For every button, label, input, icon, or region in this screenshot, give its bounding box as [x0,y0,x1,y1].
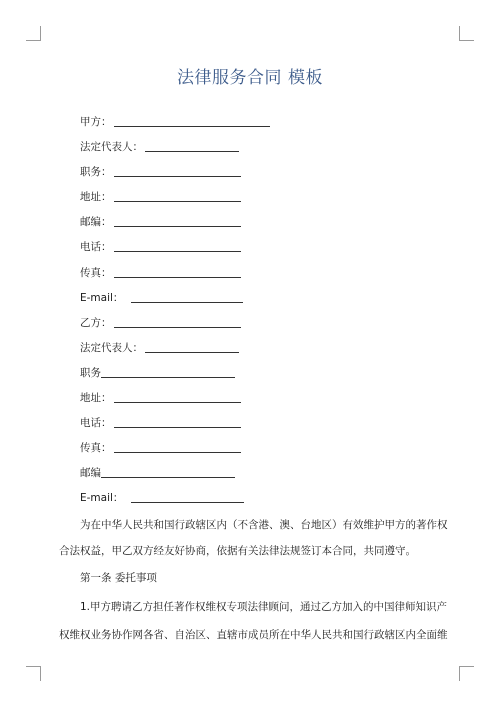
field-label: 电话： [80,241,112,254]
document-title: 法律服务合同 模板 [177,68,323,88]
field-party-b-email [80,488,420,513]
fill-in-line[interactable] [131,288,243,303]
field-label: 传真： [80,442,112,455]
field-label: 电话： [80,417,112,430]
page-corner-mark-bottom-right [459,666,474,681]
field-label: 职务： [80,166,112,179]
fill-in-line[interactable] [114,212,241,227]
fill-in-line[interactable] [114,162,241,177]
field-party-a-position [80,162,420,187]
field-party-b-position [80,363,420,388]
field-party-b-phone [80,413,420,438]
fill-in-line[interactable] [114,388,241,403]
party-fields [80,112,420,514]
field-party-a-email [80,288,420,313]
field-party-b-legal-rep [80,338,420,363]
field-party-a-postcode [80,212,420,237]
paragraph-preamble-line-1: 为在中华人民共和国行政辖区内（不含港、澳、台地区）有效维护甲方的著作权 [80,519,448,531]
field-label: E-mail： [80,291,124,304]
fill-in-line[interactable] [101,463,235,478]
field-label: 职务 [80,366,101,379]
field-label: 邮编： [80,216,112,229]
fill-in-line[interactable] [114,413,241,428]
field-party-b-postcode [80,463,420,488]
fill-in-line[interactable] [114,112,270,127]
fill-in-line[interactable] [145,338,239,353]
paragraph-article-1-line-2: 权维权业务协作网各省、自治区、直辖市成员所在中华人民共和国行政辖区内全面维 [59,629,448,641]
field-party-a-phone [80,237,420,262]
field-party-a-fax [80,263,420,288]
field-label: 乙方： [80,316,112,329]
fill-in-line[interactable] [114,187,241,202]
fill-in-line[interactable] [114,313,241,328]
field-party-b [80,313,420,338]
field-label: 法定代表人： [80,141,143,154]
fill-in-line[interactable] [114,263,241,278]
fill-in-line[interactable] [145,137,239,152]
field-party-a [80,112,420,137]
field-label: 传真： [80,266,112,279]
field-label: 地址： [80,191,112,204]
field-label: 邮编 [80,467,101,480]
field-party-a-address [80,187,420,212]
fill-in-line[interactable] [114,237,241,252]
page-corner-mark-bottom-left [26,666,41,681]
field-party-a-legal-rep [80,137,420,162]
field-party-b-address [80,388,420,413]
paragraph-article-1-line-1: 1.甲方聘请乙方担任著作权维权专项法律顾问，通过乙方加入的中国律师知识产 [80,601,448,613]
page-corner-mark-top-right [459,26,474,41]
field-party-b-fax [80,438,420,463]
section-heading-article-1: 第一条 委托事项 [80,572,157,584]
field-label: 法定代表人： [80,341,143,354]
fill-in-line[interactable] [101,363,235,378]
paragraph-preamble-line-2: 合法权益，甲乙双方经友好协商，依据有关法律法规签订本合同，共同遵守。 [59,545,416,557]
field-label: 地址： [80,392,112,405]
fill-in-line[interactable] [114,438,241,453]
field-label: E-mail： [80,492,124,505]
fill-in-line[interactable] [131,488,244,503]
page-corner-mark-top-left [26,26,41,41]
field-label: 甲方： [80,116,112,128]
